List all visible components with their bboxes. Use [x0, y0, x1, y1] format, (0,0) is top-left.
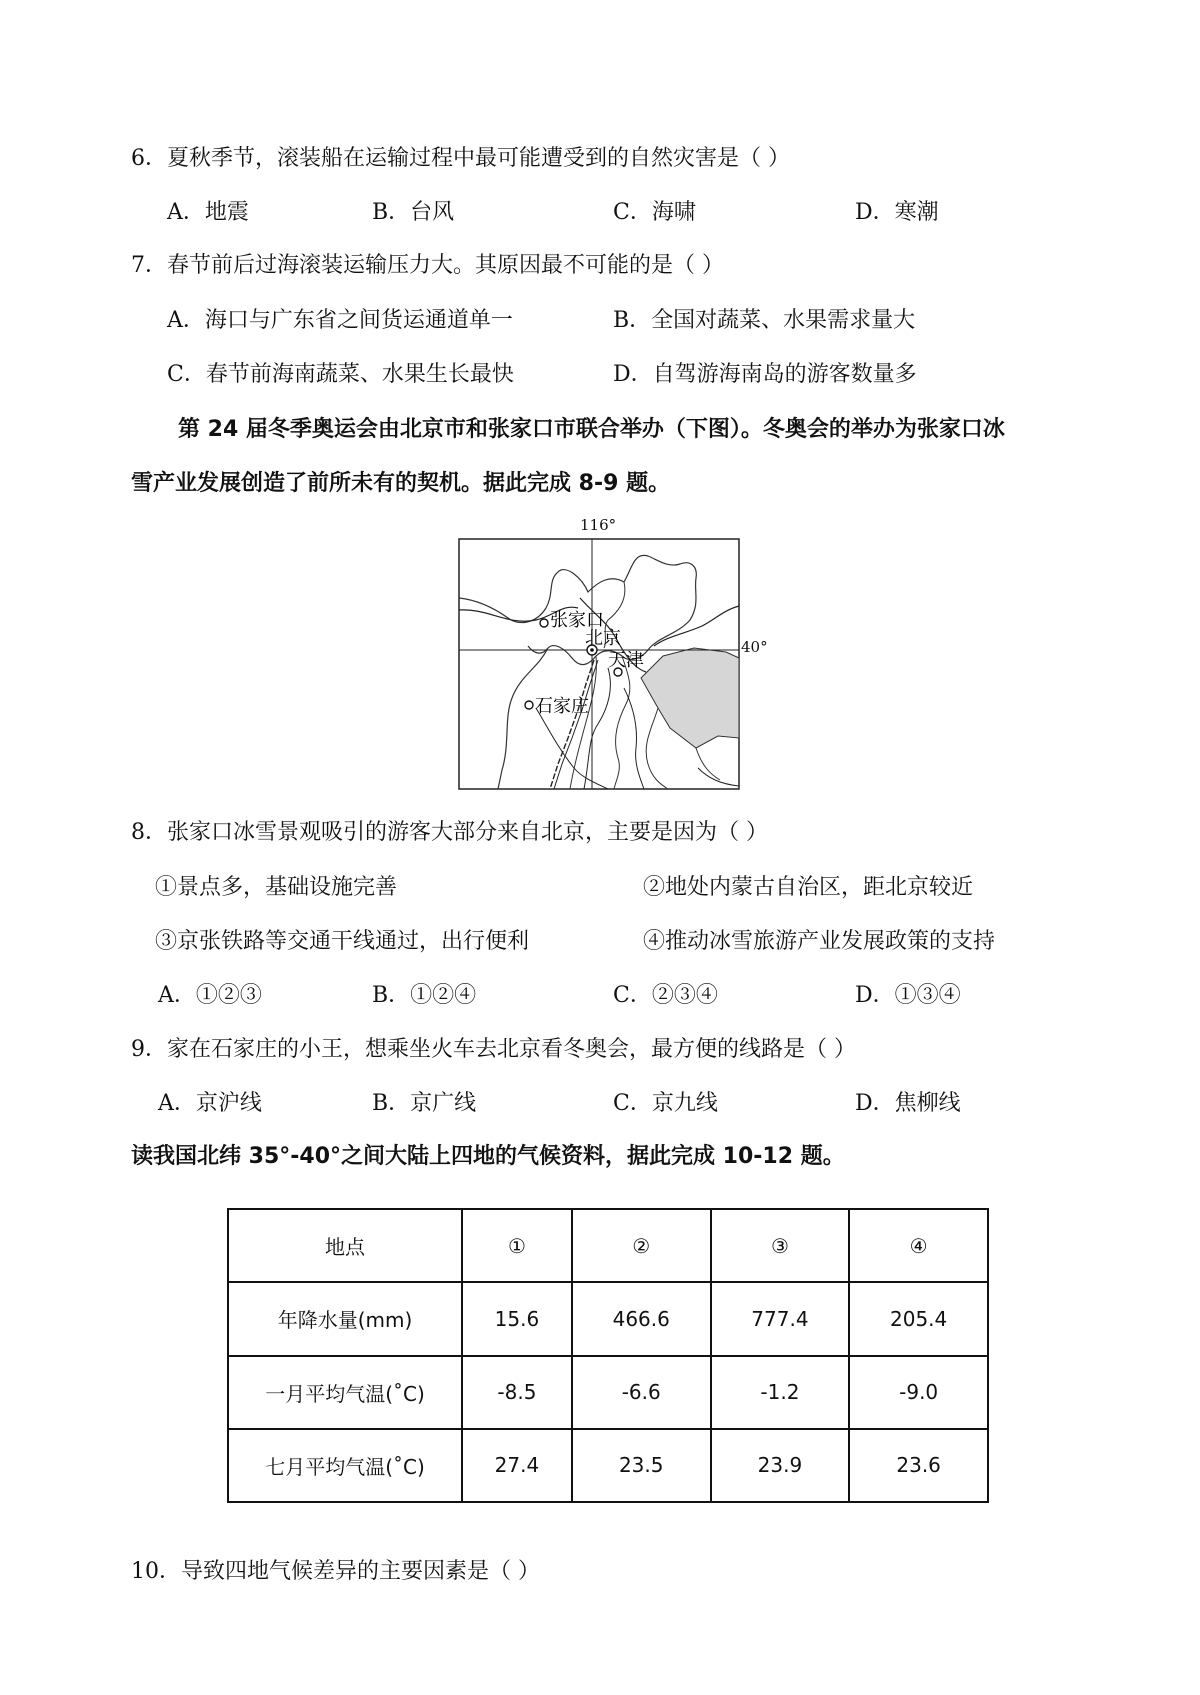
q8-option-d: D．①③④: [855, 983, 961, 1008]
table-cell: 205.4: [849, 1282, 988, 1355]
q7-option-d: D．自驾游海南岛的游客数量多: [613, 362, 917, 387]
q6-option-d: D．寒潮: [855, 200, 939, 225]
q7-option-a: A．海口与广东省之间货运通道单一: [167, 308, 513, 333]
q8-statement-1: ①景点多，基础设施完善: [155, 875, 398, 900]
zhangjiakou-marker: [540, 619, 548, 627]
q9-option-b: B．京广线: [372, 1091, 477, 1116]
table-cell: 23.5: [572, 1429, 711, 1502]
q8-statement-3: ③京张铁路等交通干线通过，出行便利: [155, 929, 530, 954]
q6-option-c: C．海啸: [613, 200, 696, 225]
intro-8-9-line2: 雪产业发展创造了前所未有的契机。据此完成 8-9 题。: [131, 471, 671, 496]
table-header-cell: ④: [849, 1209, 988, 1282]
q6-stem: 6．夏秋季节，滚装船在运输过程中最可能遭受到的自然灾害是（ ）: [131, 146, 790, 171]
table-cell: 27.4: [462, 1429, 572, 1502]
table-cell: -6.6: [572, 1356, 711, 1429]
q7-stem: 7．春节前后过海滚装运输压力大。其原因最不可能的是（ ）: [131, 253, 724, 278]
climate-table: [227, 1208, 989, 1503]
q8-option-a: A．①②③: [158, 983, 262, 1008]
table-header-cell: 地点: [228, 1209, 462, 1282]
table-header-cell: ①: [462, 1209, 572, 1282]
longitude-label-text: 116°: [580, 516, 617, 534]
tianjin-label: 天津: [608, 650, 644, 671]
zhangjiakou-label: 张家口: [550, 610, 604, 631]
q8-statement-4: ④推动冰雪旅游产业发展政策的支持: [643, 929, 996, 954]
table-header-cell: ③: [711, 1209, 850, 1282]
q8-statement-2: ②地处内蒙古自治区，距北京较近: [643, 875, 974, 900]
shijiazhuang-label: 石家庄: [535, 696, 589, 717]
table-header-row: [228, 1209, 988, 1282]
row-label-cell: 七月平均气温(˚C): [228, 1429, 462, 1502]
beijing-label: 北京: [585, 628, 621, 649]
table-header-cell: ②: [572, 1209, 711, 1282]
q8-option-c: C．②③④: [613, 983, 718, 1008]
row-label-cell: 一月平均气温(˚C): [228, 1356, 462, 1429]
row-label-cell: 年降水量(mm): [228, 1282, 462, 1355]
q8-stem: 8．张家口冰雪景观吸引的游客大部分来自北京，主要是因为（ ）: [131, 820, 768, 845]
table-cell: 15.6: [462, 1282, 572, 1355]
table-cell: 777.4: [711, 1282, 850, 1355]
table-cell: -8.5: [462, 1356, 572, 1429]
table-row: [228, 1429, 988, 1502]
q9-option-a: A．京沪线: [158, 1091, 262, 1116]
q10-stem: 10．导致四地气候差异的主要因素是（ ）: [131, 1559, 540, 1584]
table-row: [228, 1282, 988, 1355]
q7-option-c: C．春节前海南蔬菜、水果生长最快: [167, 362, 514, 387]
table-cell: 23.9: [711, 1429, 850, 1502]
q8-option-b: B．①②④: [372, 983, 477, 1008]
q6-option-b: B．台风: [372, 200, 455, 225]
q9-stem: 9．家在石家庄的小王，想乘坐火车去北京看冬奥会，最方便的线路是（ ）: [131, 1037, 856, 1062]
beijing-region-map: [458, 516, 768, 790]
intro-8-9-line1: 第 24 届冬季奥运会由北京市和张家口市联合举办（下图）。冬奥会的举办为张家口冰: [178, 417, 1005, 442]
q7-option-b: B．全国对蔬菜、水果需求量大: [613, 308, 916, 333]
latitude-label: 40°: [741, 638, 768, 656]
intro-10-12: 读我国北纬 35°-40°之间大陆上四地的气候资料，据此完成 10-12 题。: [131, 1144, 845, 1169]
table-row: [228, 1356, 988, 1429]
table-cell: -1.2: [711, 1356, 850, 1429]
q9-option-d: D．焦柳线: [855, 1091, 961, 1116]
table-cell: -9.0: [849, 1356, 988, 1429]
table-cell: 23.6: [849, 1429, 988, 1502]
shijiazhuang-marker: [525, 701, 533, 709]
q6-option-a: A．地震: [167, 200, 249, 225]
table-cell: 466.6: [572, 1282, 711, 1355]
q9-option-c: C．京九线: [613, 1091, 718, 1116]
